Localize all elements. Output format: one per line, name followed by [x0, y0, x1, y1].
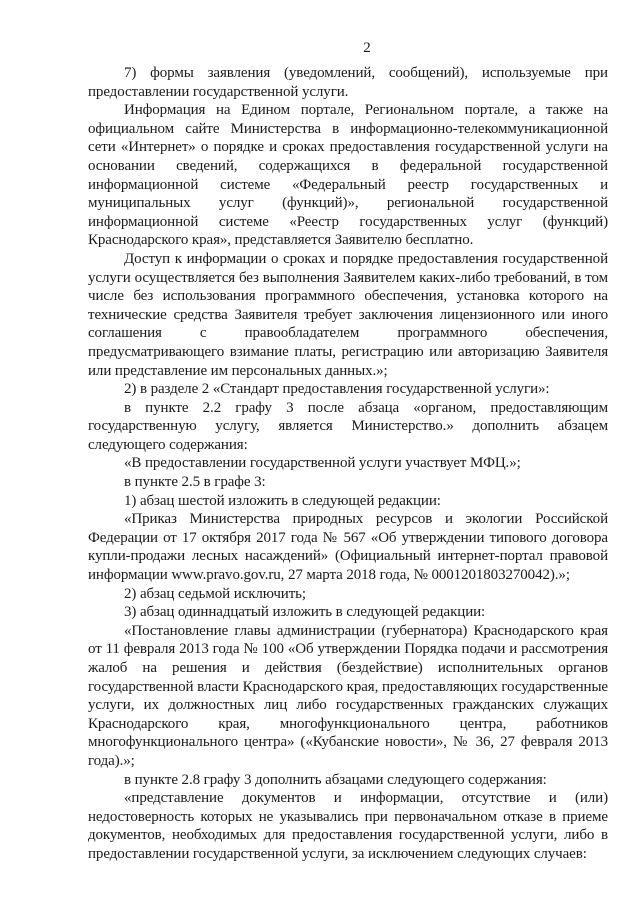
paragraph-mfc-quote: «В предоставлении государственной услуги участвует МФЦ.»;: [124, 455, 521, 472]
paragraph-documents-quote: «представление документов и информации, отсутствие и (или) недостоверность которых не указывались при первоначальном отказе в приеме документов, необходимых для предоставления государственной услуги, либо в предоставлении государственной услуги, за исключением следующих случаев:: [88, 790, 608, 862]
paragraph-sixth-clause: 1) абзац шестой изложить в следующей редакции:: [124, 492, 441, 509]
paragraph-section-2: 2) в разделе 2 «Стандарт предоставления государственной услуги»:: [124, 381, 550, 398]
paragraph-resolution-quote: «Постановление главы администрации (губернатора) Краснодарского края от 11 февраля 2013 года № 100 «Об утверждении Порядка подачи и рассмотрения жалоб на решения и действия (бездействие) исполнительных органов государственной власти Краснодарского края, предоставляющих государственные услуги, их должностных лиц либо государственных гражданских служащих Краснодарского края, многофункционального центра, работников многофункционального центра» («Кубанские новости», № 36, 27 февраля 2013 года).»;: [88, 622, 608, 769]
paragraph-seventh-clause: 2) абзац седьмой исключить;: [124, 585, 306, 602]
paragraph-point-2-2: в пункте 2.2 графу 3 после абзаца «органом, предоставляющим государственную услугу, является Министерство.» дополнить абзацем следующего содержания:: [88, 399, 608, 453]
paragraph-access-to-info: Доступ к информации о сроках и порядке предоставления государственной услуги осуществляется без выполнения Заявителем каких-либо требований, в том числе без использования программного обеспечения, установка которого на технические средства Заявителя требует заключения лицензионного или иного соглашения с правообладателем программного обеспечения, предусматривающего взимание платы, регистрацию или авторизацию Заявителя или представление им персональных данных.»;: [88, 250, 608, 379]
paragraph-eleventh-clause: 3) абзац одиннадцатый изложить в следующей редакции:: [124, 604, 486, 621]
paragraph-order-quote: «Приказ Министерства природных ресурсов и экологии Российской Федерации от 17 октября 2017 года № 567 «Об утверждении типового договора купли-продажи лесных насаждений» (Официальный интернет-портал правовой информации www.pravo.gov.ru, 27 марта 2018 года, № 0001201803270042).»;: [88, 511, 608, 584]
paragraph-item-7: 7) формы заявления (уведомлений, сообщений), используемые при предоставлении государственной услуги.: [88, 65, 608, 100]
paragraph-info-on-portals: Информация на Едином портале, Региональном портале, а также на официальном сайте Министерства в информационно-телекоммуникационной сети «Интернет» о порядке и сроках предоставления государственной услуги на основании сведений, содержащихся в федеральной государственной информационной системе «Федеральный реестр государственных и муниципальных услуг (функций)», региональной государственной информационной системе «Реестр государственных услуг (функций) Краснодарского края», представляется Заявителю бесплатно.: [88, 102, 608, 249]
paragraph-point-2-5: в пункте 2.5 в графе 3:: [124, 474, 266, 491]
page-number: 2: [363, 40, 371, 56]
paragraph-point-2-8: в пункте 2.8 графу 3 дополнить абзацами следующего содержания:: [124, 771, 547, 788]
